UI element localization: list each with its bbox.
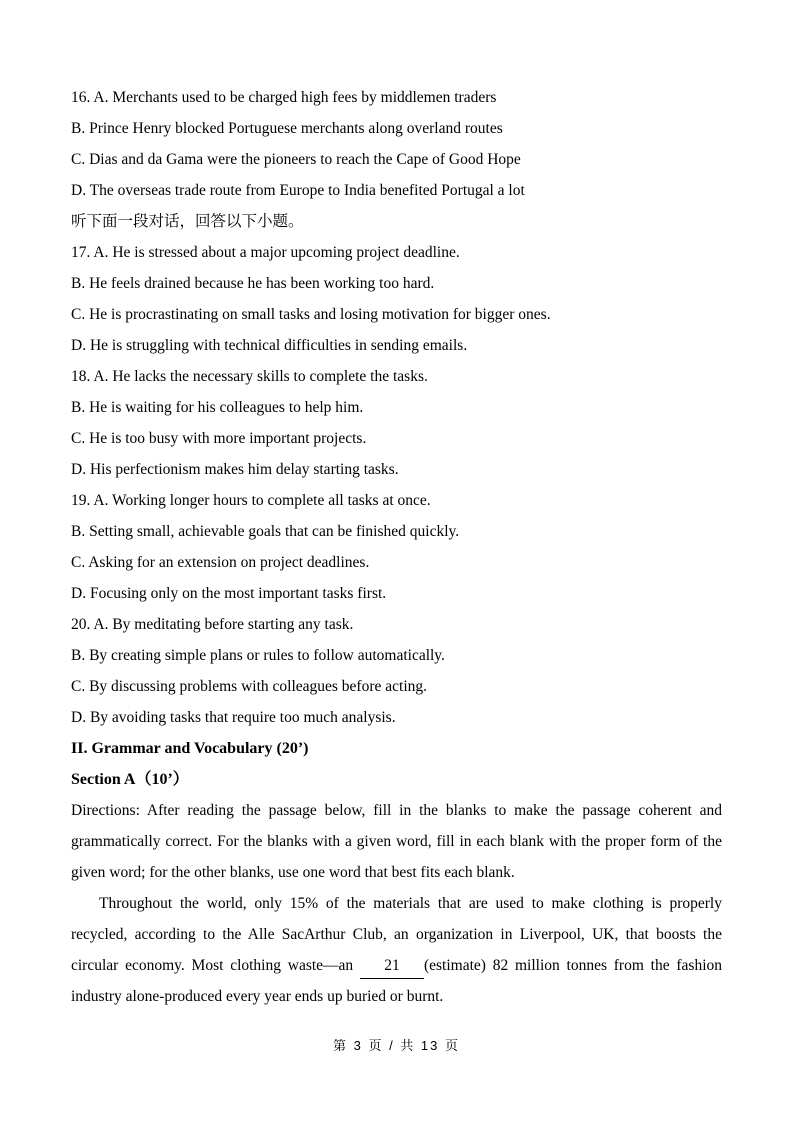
- cloze-blank-21: [360, 954, 424, 979]
- blank-number: 21: [384, 957, 400, 974]
- page-number-footer: 第 3 页 / 共 13 页: [333, 1038, 460, 1053]
- section-a-heading: Section A（10’）: [71, 771, 189, 788]
- q17-option-a: 17. A. He is stressed about a major upcoming project deadline.: [71, 244, 460, 261]
- q17-option-c: C. He is procrastinating on small tasks and losing motivation for bigger ones.: [71, 306, 551, 323]
- q20-option-d: D. By avoiding tasks that require too much analysis.: [71, 709, 396, 726]
- q18-option-c: C. He is too busy with more important projects.: [71, 430, 367, 447]
- q19-option-c: C. Asking for an extension on project deadlines.: [71, 554, 370, 571]
- q19-option-b: B. Setting small, achievable goals that can be finished quickly.: [71, 523, 460, 540]
- passage-part1: Throughout the world, only 15% of the materials that are used to make clothing is properly recycled, according to the Alle SacArthur Club, an organization in Liverpool, UK, that boosts the circular economy. Most clothing waste—an: [71, 895, 722, 974]
- passage-part2: (estimate) 82 million tonnes from the fashion industry alone-produced every year ends up buried or burnt.: [71, 957, 723, 1005]
- grammar-section-heading: II. Grammar and Vocabulary (20’): [71, 740, 309, 757]
- q18-option-b: B. He is waiting for his colleagues to help him.: [71, 399, 364, 416]
- q20-option-a: 20. A. By meditating before starting any task.: [71, 616, 354, 633]
- q20-option-c: C. By discussing problems with colleagues before acting.: [71, 678, 428, 695]
- q19-option-a: 19. A. Working longer hours to complete all tasks at once.: [71, 492, 431, 509]
- q16-option-d: D. The overseas trade route from Europe to India benefited Portugal a lot: [71, 182, 525, 199]
- q18-option-a: 18. A. He lacks the necessary skills to complete the tasks.: [71, 368, 428, 385]
- q17-option-b: B. He feels drained because he has been working too hard.: [71, 275, 435, 292]
- listening-dialogue-instruction: 听下面一段对话，回答以下小题。: [71, 213, 304, 230]
- q18-option-d: D. His perfectionism makes him delay starting tasks.: [71, 461, 399, 478]
- page-content: [71, 82, 722, 1012]
- section-a-directions: Directions: After reading the passage below, fill in the blanks to make the passage coherent and grammatically correct. For the blanks with a given word, fill in each blank with the proper form of the given word; for the other blanks, use one word that best fits each blank.: [71, 802, 722, 881]
- q20-option-b: B. By creating simple plans or rules to follow automatically.: [71, 647, 445, 664]
- cloze-passage: [71, 888, 722, 1012]
- q17-option-d: D. He is struggling with technical difficulties in sending emails.: [71, 337, 468, 354]
- q16-option-c: C. Dias and da Gama were the pioneers to reach the Cape of Good Hope: [71, 151, 521, 168]
- q16-option-a: 16. A. Merchants used to be charged high fees by middlemen traders: [71, 89, 497, 106]
- q16-option-b: B. Prince Henry blocked Portuguese merchants along overland routes: [71, 120, 503, 137]
- q19-option-d: D. Focusing only on the most important tasks first.: [71, 585, 387, 602]
